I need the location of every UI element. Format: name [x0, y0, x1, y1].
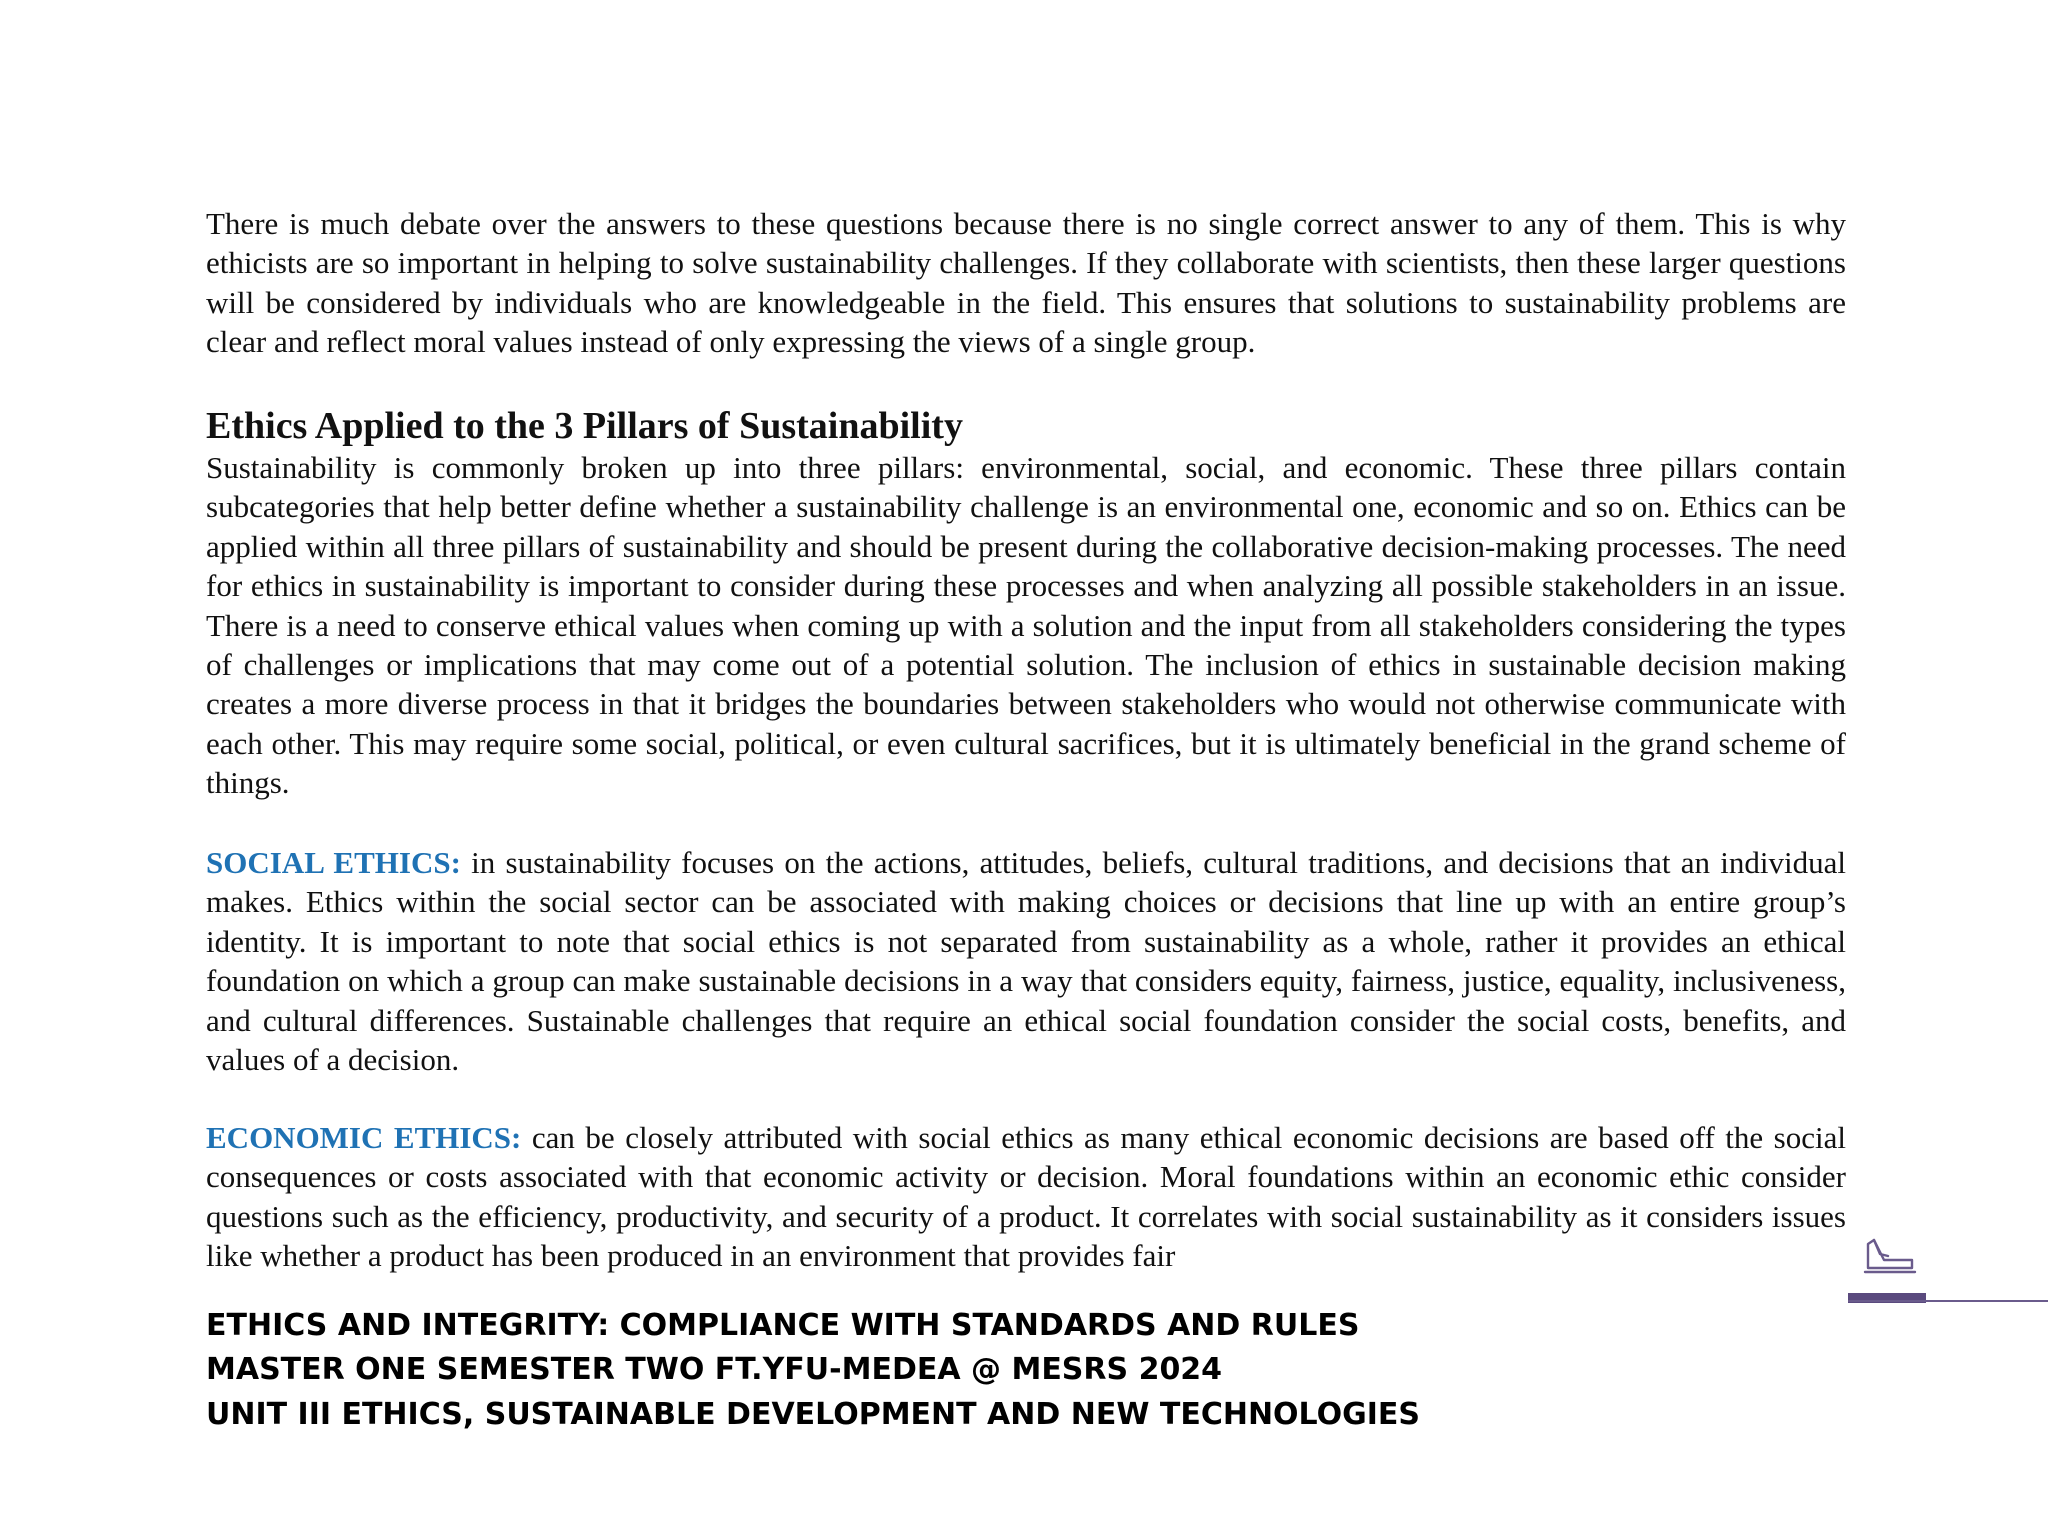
- social-ethics-paragraph: [206, 843, 1846, 1079]
- section-heading: Ethics Applied to the 3 Pillars of Sustainability: [206, 405, 963, 447]
- intro-paragraph: There is much debate over the answers to these questions because there is no single correct answer to any of them. This is why ethicists are so important in helping to solve sustainability challenges. If they collaborate with scientists, then these larger questions will be considered by individuals who are knowledgeable in the field. This ensures that solutions to sustainability problems are clear and reflect moral values instead of only expressing the views of a single group.: [206, 206, 1846, 360]
- social-ethics-term: SOCIAL ETHICS:: [206, 845, 461, 880]
- pillars-paragraph: Sustainability is commonly broken up into three pillars: environmental, social, and economic. These three pillars contain subcategories that help better define whether a sustainability challenge is an environmental one, economic and so on. Ethics can be applied within all three pillars of sustainability and should be present during the collaborative decision-making processes. The need for ethics in sustainability is important to consider during these processes and when analyzing all possible stakeholders in an issue. There is a need to conserve ethical values when coming up with a solution and the input from all stakeholders considering the types of challenges or implications that may come out of a potential solution. The inclusion of ethics in sustainable decision making creates a more diverse process in that it bridges the boundaries between stakeholders who would not otherwise communicate with each other. This may require some social, political, or even cultural sacrifices, but it is ultimately beneficial in the grand scheme of things.: [206, 450, 1846, 801]
- social-ethics-text: in sustainability focuses on the actions, attitudes, beliefs, cultural traditions, and decisions that an individual makes. Ethics within the social sector can be associated with making choices or decisions that line up with an entire group’s identity. It is important to note that social ethics is not separated from sustainability as a whole, rather it provides an ethical foundation on which a group can make sustainable decisions in a way that considers equity, fairness, justice, equality, inclusiveness, and cultural differences. Sustainable challenges that require an ethical social foundation consider the social costs, benefits, and values of a decision.: [206, 845, 1846, 1078]
- footer-program-info: MASTER ONE SEMESTER TWO FT.YFU-MEDEA @ MESRS 2024: [206, 1352, 1223, 1387]
- economic-ethics-term: ECONOMIC ETHICS:: [206, 1120, 522, 1155]
- footer-unit-title: UNIT III ETHICS, SUSTAINABLE DEVELOPMENT AND NEW TECHNOLOGIES: [206, 1397, 1420, 1432]
- economic-ethics-text: can be closely attributed with social ethics as many ethical economic decisions are based off the social consequences or costs associated with that economic activity or decision. Moral foundations within an economic ethic consider questions such as the efficiency, productivity, and security of a product. It correlates with social sustainability as it considers issues like whether a product has been produced in an environment that provides fair: [206, 1120, 1846, 1274]
- pen-writing-icon: [1862, 1234, 1918, 1274]
- footer-rule: [1848, 1300, 2048, 1302]
- economic-ethics-paragraph: [206, 1118, 1846, 1276]
- footer-course-title: ETHICS AND INTEGRITY: COMPLIANCE WITH STANDARDS AND RULES: [206, 1308, 1360, 1343]
